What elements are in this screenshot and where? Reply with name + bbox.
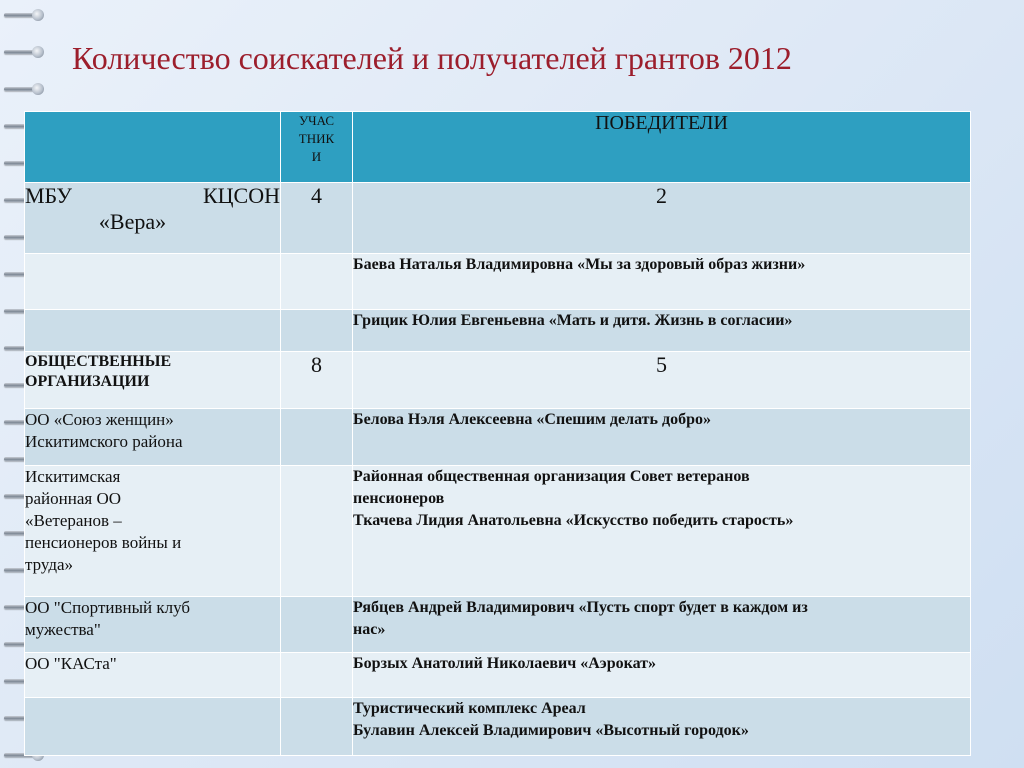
participants-cell [281, 466, 353, 597]
organization-cell: ОБЩЕСТВЕННЫЕ ОРГАНИЗАЦИИ [25, 352, 281, 409]
participants-cell [281, 698, 353, 756]
participants-count: 8 [281, 352, 353, 409]
participants-cell [281, 254, 353, 310]
participants-count: 4 [281, 183, 353, 254]
table-row [25, 698, 971, 756]
participants-cell [281, 597, 353, 653]
organization-cell [25, 698, 281, 756]
organization-cell: ОО «Союз женщин» Искитимского района [25, 409, 281, 466]
winner-cell: Туристический комплекс Ареал Булавин Алексей Владимирович «Высотный городок» [353, 698, 971, 756]
table-row [25, 352, 971, 409]
table-row [25, 466, 971, 597]
winners-count: 5 [353, 352, 971, 409]
winner-cell: Грицик Юлия Евгеньевна «Мать и дитя. Жизнь в согласии» [353, 310, 971, 352]
slide-title: Количество соискателей и получателей грантов 2012 [72, 40, 792, 76]
table-row [25, 310, 971, 352]
binding-ring [4, 8, 48, 22]
header-row [25, 112, 971, 183]
winner-cell: Баева Наталья Владимировна «Мы за здоровый образ жизни» [353, 254, 971, 310]
winner-cell: Рябцев Андрей Владимирович «Пусть спорт будет в каждом из нас» [353, 597, 971, 653]
winner-cell: Районная общественная организация Совет ветеранов пенсионеров Ткачева Лидия Анатольевна «Искусство победить старость» [353, 466, 971, 597]
table-row [25, 183, 971, 254]
organization-cell [25, 310, 281, 352]
grants-table [24, 111, 971, 756]
participants-cell [281, 310, 353, 352]
header-winners: ПОБЕДИТЕЛИ [353, 112, 971, 183]
organization-cell: ОО "КАСта" [25, 653, 281, 698]
binding-ring [4, 45, 48, 59]
table-row [25, 409, 971, 466]
organization-cell: МБУ КЦСОН «Вера» [25, 183, 281, 254]
header-participants: УЧАС ТНИК И [281, 112, 353, 183]
binding-ring [4, 82, 48, 96]
table-row [25, 653, 971, 698]
winner-cell: Борзых Анатолий Николаевич «Аэрокат» [353, 653, 971, 698]
winners-count: 2 [353, 183, 971, 254]
table-row [25, 254, 971, 310]
participants-cell [281, 409, 353, 466]
table-row [25, 597, 971, 653]
header-organization [25, 112, 281, 183]
organization-cell [25, 254, 281, 310]
organization-cell: Искитимская районная ОО «Ветеранов – пенсионеров войны и труда» [25, 466, 281, 597]
organization-cell: ОО "Спортивный клуб мужества" [25, 597, 281, 653]
participants-cell [281, 653, 353, 698]
winner-cell: Белова Нэля Алексеевна «Спешим делать добро» [353, 409, 971, 466]
